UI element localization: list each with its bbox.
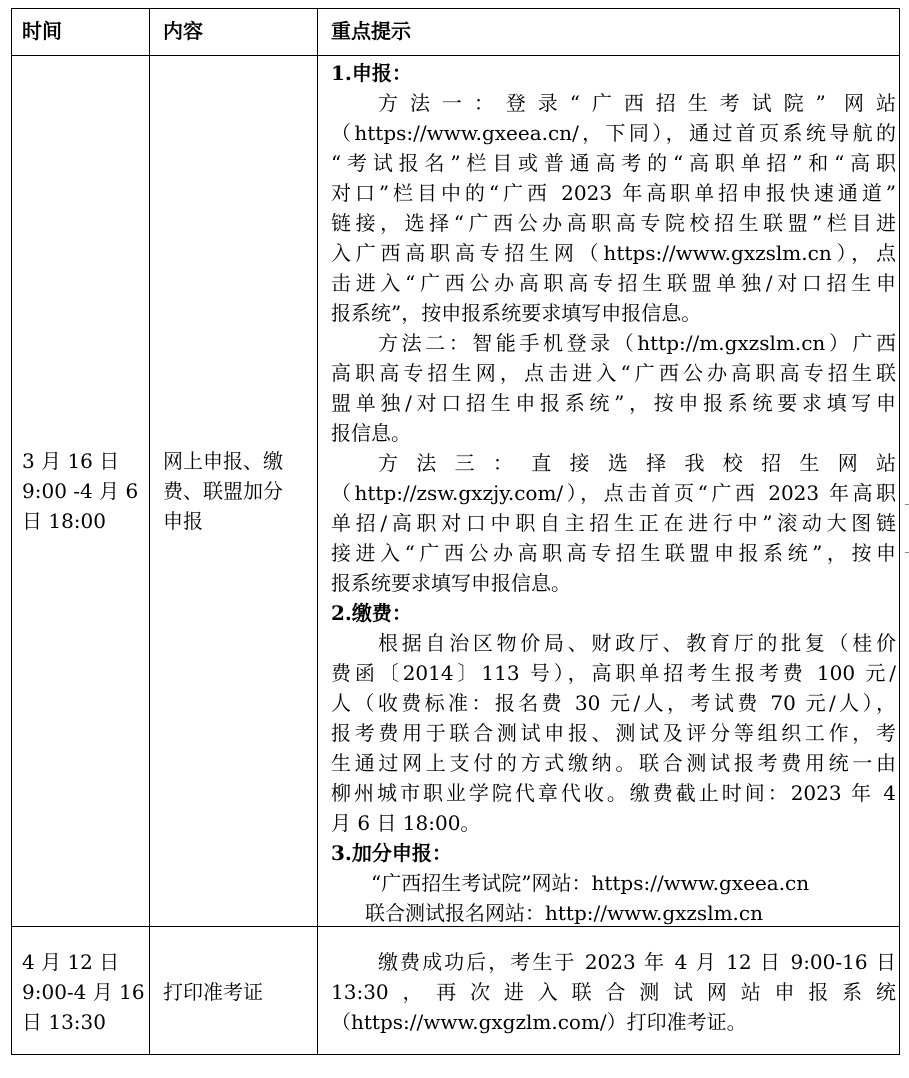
tip-line: 方法二：智能手机登录（http://m.gxzslm.cn）广西: [378, 331, 896, 355]
table-border-top: [11, 8, 900, 9]
row1-time-line: 3 月 16 日: [22, 449, 120, 473]
row2-time-line: 4 月 12 日: [22, 950, 120, 974]
tip-line: 报系统要求填写申报信息。: [331, 571, 571, 595]
tip-line: 对口”栏目中的“广西 2023 年高职单招申报快速通道”: [331, 181, 896, 205]
tip-line: 方法三：直接选择我校招生网站: [378, 451, 896, 475]
tip-line: 接进入“广西公办高职高专招生联盟申报系统”，按申: [331, 541, 896, 565]
tip-line: 人（收费标准：报名费 30 元/人，考试费 70 元/人），: [331, 691, 896, 715]
tip-line: （https://www.gxgzlm.com/）打印准考证。: [331, 1010, 747, 1034]
tip-line: （http://zsw.gxzjy.com/），点击首页“广西 2023 年高职: [331, 481, 896, 505]
tip-line: “广西招生考试院”网站：https://www.gxeea.cn: [371, 871, 810, 895]
page-edge-mark: [905, 504, 909, 505]
tip-line: 联合测试报名网站：http://www.gxzslm.cn: [365, 901, 763, 925]
tip-line: 链接，选择“广西公办高职高专院校招生联盟”栏目进: [331, 211, 896, 235]
table-border-right: [899, 8, 900, 1055]
tip-line: 2.缴费：: [331, 601, 412, 625]
row1-content-line: 网上申报、缴: [163, 449, 283, 473]
column-divider-2: [317, 8, 318, 1055]
tip-line: 方法一：登录“广西招生考试院” 网站: [378, 91, 896, 115]
tip-line: 报考费用于联合测试申报、测试及评分等组织工作，考: [331, 721, 896, 745]
header-divider: [11, 55, 900, 56]
tip-line: 根据自治区物价局、财政厅、教育厅的批复（桂价: [378, 631, 896, 655]
tip-line: “考试报名”栏目或普通高考的“高职单招”和“高职: [331, 151, 896, 175]
row2-content-line: 打印准考证: [163, 980, 263, 1004]
tip-line: 入广西高职高专招生网（https://www.gxzslm.cn），点: [331, 241, 896, 265]
tip-line: 盟单独/对口招生申报系统”，按申报系统要求填写申: [331, 391, 896, 415]
header-time: 时间: [22, 19, 62, 43]
tip-line: 缴费成功后，考生于 2023 年 4 月 12 日 9:00-16 日: [378, 950, 896, 974]
header-tips: 重点提示: [331, 19, 411, 43]
tip-line: 单招/高职对口中职自主招生正在进行中”滚动大图链: [331, 511, 896, 535]
tip-line: 高职高专招生网，点击进入“广西公办高职高专招生联: [331, 361, 896, 385]
tip-line: 3.加分申报：: [331, 841, 452, 865]
tip-line: 报信息。: [331, 421, 411, 445]
row1-content-line: 申报: [163, 509, 203, 533]
tip-line: 月 6 日 18:00。: [331, 811, 481, 835]
header-content: 内容: [163, 19, 203, 43]
row1-time-line: 日 18:00: [22, 509, 106, 533]
row2-time-line: 9:00-4 月 16: [22, 980, 145, 1004]
tip-line: 13:30，再次进入联合测试网站申报系统: [331, 980, 896, 1004]
tip-line: 生通过网上支付的方式缴纳。联合测试报考费用统一由: [331, 751, 896, 775]
column-divider-1: [149, 8, 150, 1055]
tip-line: 柳州城市职业学院代章代收。缴费截止时间：2023 年 4: [331, 781, 896, 805]
page-edge-mark: [905, 552, 909, 553]
table-border-bottom: [11, 1054, 900, 1055]
row1-content-line: 费、联盟加分: [163, 479, 283, 503]
table-border-left: [11, 8, 12, 1055]
tip-line: 击进入“广西公办高职高专招生联盟单独/对口招生申: [331, 271, 896, 295]
row1-time-line: 9:00 -4 月 6: [22, 479, 139, 503]
row2-time-line: 日 13:30: [22, 1010, 106, 1034]
tip-line: 1.申报：: [331, 61, 412, 85]
tip-line: 报系统”，按申报系统要求填写申报信息。: [331, 301, 702, 325]
tip-line: 费函〔2014〕113 号），高职单招考生报考费 100 元/: [331, 661, 896, 685]
tip-line: （https://www.gxeea.cn/，下同），通过首页系统导航的: [331, 121, 896, 145]
